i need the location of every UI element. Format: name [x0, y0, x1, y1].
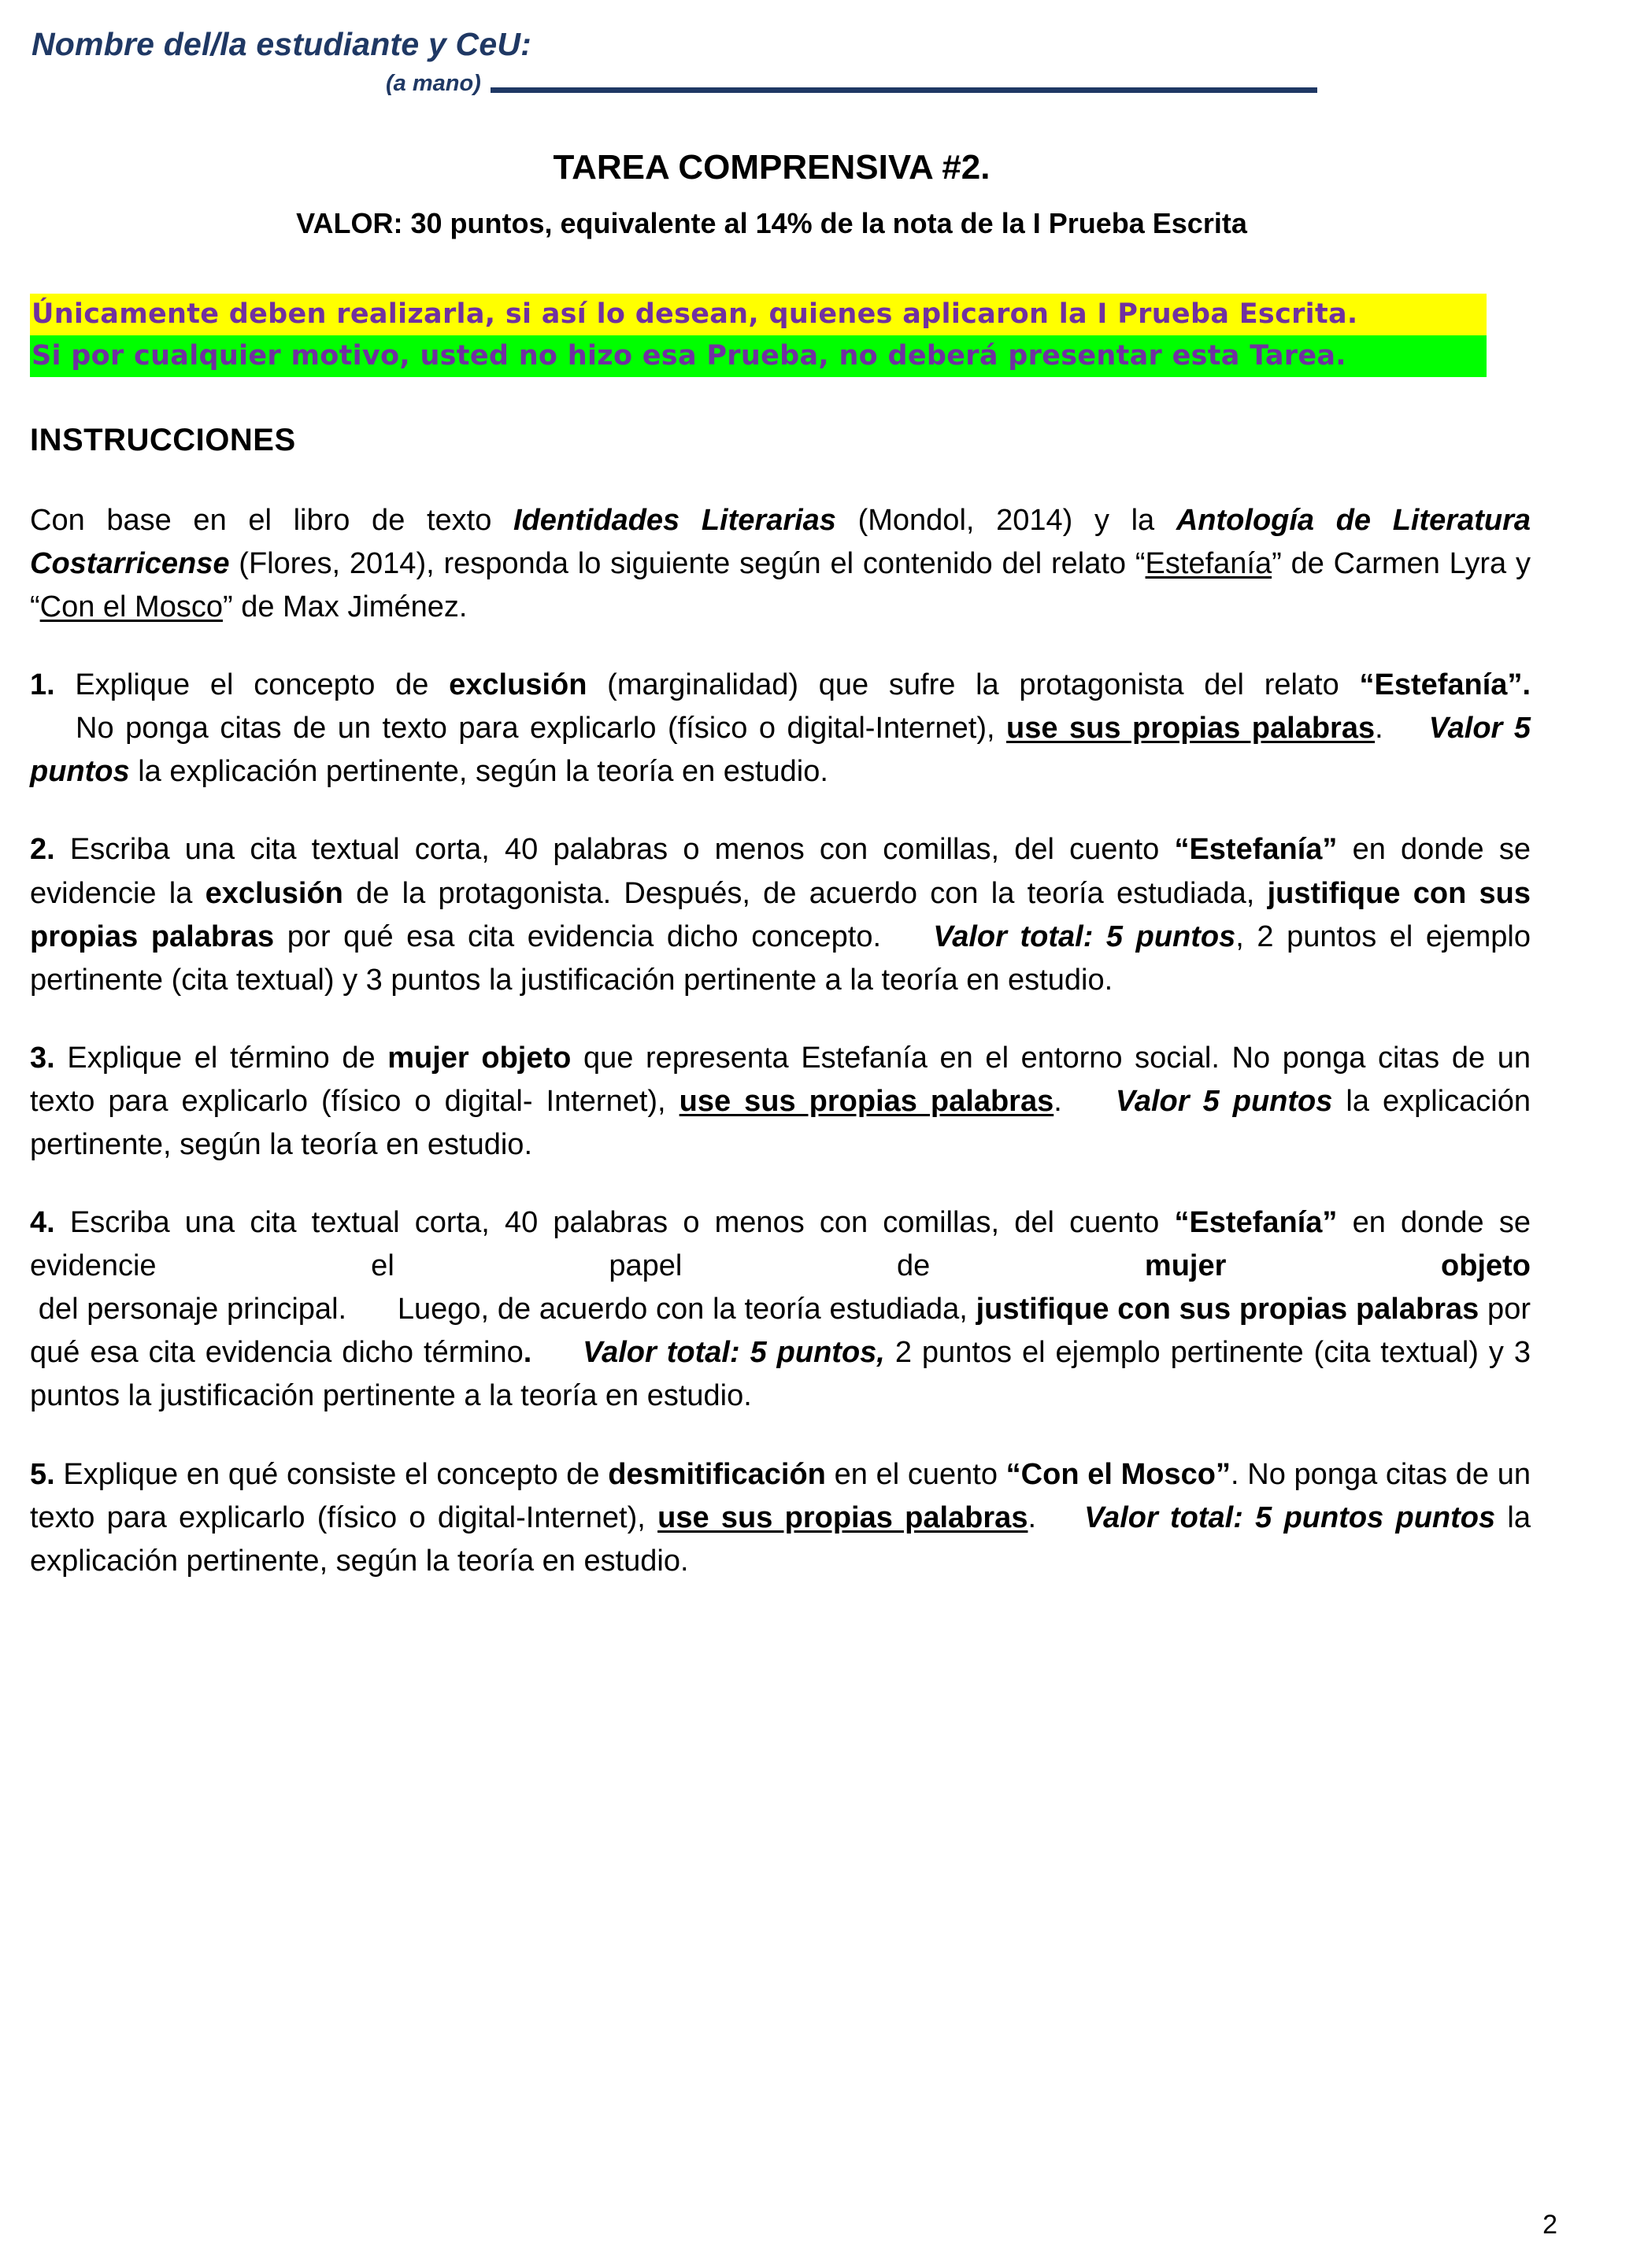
intro-seg-9: ” de Max Jiménez. [222, 590, 468, 624]
item-1-seg-9: la explicación pertinente, según la teoría en estudio. [129, 755, 828, 789]
item-4-seg-7: por qué esa cita evidencia dicho término [30, 1293, 1531, 1370]
question-item-4 [30, 1201, 1531, 1418]
name-write-in-line[interactable] [491, 87, 1317, 93]
item-4-emphasis-justify: justifique con sus propias palabras [976, 1293, 1479, 1326]
item-1-seg-1: Explique el concepto de [54, 668, 450, 702]
item-4-seg-1: Escriba una cita textual corta, 40 palabras o menos con comillas, del cuento [54, 1206, 1175, 1240]
item-3-term-mujer-objeto: mujer objeto [387, 1041, 572, 1075]
question-item-2 [30, 828, 1531, 1001]
item-4-seg-10: 2 puntos el ejemplo pertinente (cita textual) y 3 puntos la justificación pertinente a la teoría en estudio. [30, 1336, 1531, 1413]
item-2-value-label: Valor total: 5 puntos [933, 919, 1236, 953]
item-5-seg-7: . [1028, 1500, 1085, 1534]
student-header-block [30, 27, 1537, 95]
item-4-term-mujer-objeto: mujer objeto [1144, 1249, 1531, 1283]
item-1-value-label: Valor 5 puntos [30, 712, 1531, 789]
item-1-seg-5: No ponga citas de un texto para explicarlo (físico o digital-Internet), [30, 712, 1007, 746]
question-item-3 [30, 1037, 1531, 1167]
item-2-story-estefania: “Estefanía” [1174, 833, 1338, 867]
item-4-seg-8: . [523, 1336, 583, 1370]
page-subtitle: VALOR: 30 puntos, equivalente al 14% de la nota de la I Prueba Escrita [296, 206, 1247, 239]
item-5-seg-5: . No ponga citas de un texto para explicarlo (físico o digital-Internet), [30, 1457, 1531, 1534]
story-title-estefania: Estefanía [1145, 546, 1272, 580]
item-1-seg-7: . [1375, 712, 1429, 746]
page-number: 2 [1542, 2210, 1557, 2240]
item-1-story-estefania: “Estefanía”. [1359, 668, 1531, 702]
handwritten-note-label: (a mano) [386, 70, 481, 96]
item-1-emphasis-own-words: use sus propias palabras [1006, 712, 1376, 746]
handwritten-name-row [30, 72, 1537, 95]
item-4-story-estefania: “Estefanía” [1174, 1206, 1338, 1240]
instructions-heading: INSTRUCCIONES [30, 422, 296, 457]
book-title-identidades: Identidades Literarias [513, 503, 836, 537]
intro-seg-3: (Mondol, 2014) y la [835, 503, 1176, 537]
item-5-seg-3: en el cuento [825, 1457, 1006, 1491]
item-3-seg-7: la explicación pertinente, según la teoría en estudio. [30, 1084, 1531, 1162]
item-2-number: 2. [30, 833, 55, 867]
book-title-antologia: Antología de Literatura Costarricense [30, 503, 1531, 580]
item-2-seg-1: Escriba una cita textual corta, 40 palabras o menos con comillas, del cuento [54, 833, 1175, 867]
item-3-value-label: Valor 5 puntos [1115, 1084, 1333, 1118]
notice-line-yellow: Únicamente deben realizarla, si así lo desean, quienes aplicaron la I Prueba Escrita. [30, 294, 1487, 335]
item-3-seg-1: Explique el término de [54, 1041, 388, 1075]
item-2-seg-3: en donde se evidencie la [30, 833, 1531, 910]
item-4-seg-5: del personaje principal. Luego, de acuerdo con la teoría estudiada, [30, 1293, 976, 1326]
item-4-value-label: Valor total: 5 puntos, [583, 1336, 885, 1370]
item-2-seg-7: por qué esa cita evidencia dicho concepto. [274, 919, 934, 953]
item-1-seg-3: (marginalidad) que sufre la protagonista del relato [587, 668, 1360, 702]
item-3-seg-5: . [1053, 1084, 1116, 1118]
item-1-number: 1. [30, 668, 55, 702]
item-3-number: 3. [30, 1041, 55, 1075]
eligibility-notice [30, 294, 1487, 377]
item-5-seg-1: Explique en qué consiste el concepto de [54, 1457, 609, 1491]
item-2-term-exclusion: exclusión [205, 876, 343, 910]
instructions-body [30, 499, 1531, 1583]
intro-paragraph [30, 499, 1531, 629]
question-item-1 [30, 664, 1531, 794]
item-3-seg-3: que representa Estefanía en el entorno social. No ponga citas de un texto para explicarlo (físico o digital- Internet), [30, 1041, 1531, 1118]
item-2-seg-5: de la protagonista. Después, de acuerdo con la teoría estudiada, [343, 876, 1268, 910]
item-1-term-exclusion: exclusión [449, 668, 587, 702]
intro-seg-5: (Flores, 2014), responda lo siguiente según el contenido del relato “ [229, 546, 1146, 580]
page-title: TAREA COMPRENSIVA #2. [553, 147, 991, 187]
intro-seg-1: Con base en el libro de texto [30, 503, 514, 537]
item-4-number: 4. [30, 1206, 55, 1240]
student-name-label: Nombre del/la estudiante y CeU: [31, 26, 532, 62]
item-5-emphasis-own-words: use sus propias palabras [657, 1500, 1028, 1534]
item-5-seg-9: la explicación pertinente, según la teoría en estudio. [30, 1500, 1531, 1578]
item-4-seg-3: en donde se evidencie el papel de [30, 1206, 1531, 1283]
item-5-term-desmitificacion: desmitificación [608, 1457, 826, 1491]
item-5-number: 5. [30, 1457, 55, 1491]
intro-seg-7: ” de Carmen Lyra y “ [30, 546, 1531, 624]
item-5-story-con-el-mosco: “Con el Mosco” [1005, 1457, 1231, 1491]
item-2-seg-9: , 2 puntos el ejemplo pertinente (cita textual) y 3 puntos la justificación pertinente a la teoría en estudio. [30, 919, 1531, 997]
item-2-emphasis-justify: justifique con sus propias palabras [30, 876, 1531, 953]
story-title-con-el-mosco: Con el Mosco [39, 590, 223, 624]
item-3-emphasis-own-words: use sus propias palabras [679, 1084, 1054, 1118]
question-item-5 [30, 1453, 1531, 1583]
notice-line-green: Si por cualquier motivo, usted no hizo esa Prueba, no deberá presentar esta Tarea. [30, 335, 1487, 377]
item-5-value-label: Valor total: 5 puntos puntos [1084, 1500, 1496, 1534]
